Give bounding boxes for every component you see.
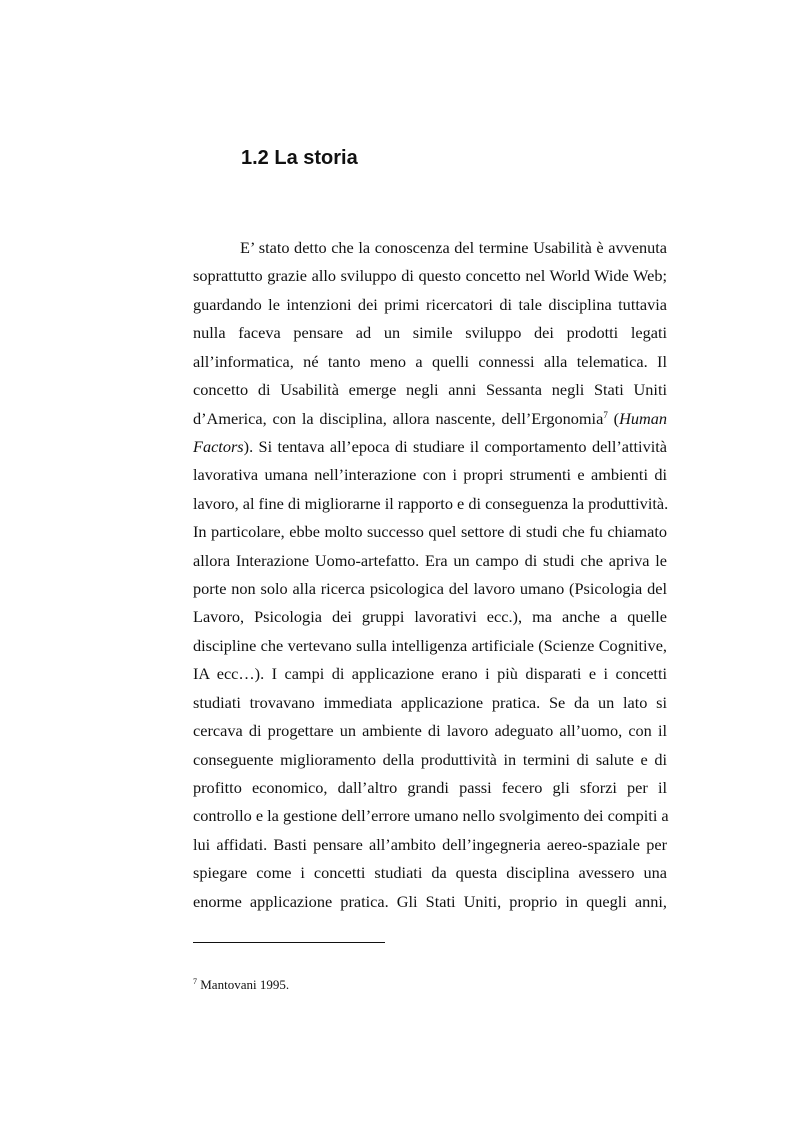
text-line: enorme applicazione pratica. Gli Stati Uniti, proprio in quegli anni,: [193, 891, 667, 911]
text-line: conseguente miglioramento della produttività in termini di salute e di: [193, 749, 667, 769]
text-line: [193, 433, 667, 461]
text-line: allora Interazione Uomo-artefatto. Era un campo di studi che apriva le: [193, 550, 667, 570]
text-line: [193, 405, 667, 433]
section-heading: 1.2 La storia: [241, 147, 358, 169]
text-line: controllo e la gestione dell’errore umano nello svolgimento dei compiti a: [193, 806, 669, 826]
text-line: lavorativa umana nell’interazione con i propri strumenti e ambienti di: [193, 465, 667, 485]
footnote-separator: [193, 942, 385, 943]
text-line: profitto economico, dall’altro grandi passi fecero gli sforzi per il: [193, 778, 667, 798]
text-fragment: d’America, con la disciplina, allora nascente, dell’Ergonomia: [193, 408, 604, 428]
text-line: E’ stato detto che la conoscenza del termine Usabilità è avvenuta: [240, 238, 667, 257]
text-line: concetto di Usabilità emerge negli anni Sessanta negli Stati Uniti: [193, 380, 667, 400]
footnote-text: Mantovani 1995.: [197, 977, 290, 992]
text-line: nulla faceva pensare ad un simile sviluppo dei prodotti legati: [193, 323, 667, 343]
text-line: guardando le intenzioni dei primi ricercatori di tale disciplina tuttavia: [193, 294, 667, 314]
text-line: soprattutto grazie allo sviluppo di questo concetto nel World Wide Web;: [193, 266, 667, 286]
text-line: In particolare, ebbe molto successo quel settore di studi che fu chiamato: [193, 522, 667, 542]
footnote-number: 7: [193, 977, 197, 986]
text-line: lui affidati. Basti pensare all’ambito dell’ingegneria aereo-spaziale per: [193, 834, 667, 854]
italic-term: Human: [619, 408, 667, 428]
footnote-reference: 7: [603, 409, 608, 420]
text-line: spiegare come i concetti studiati da questa disciplina avessero una: [193, 863, 667, 883]
footnote: [193, 977, 289, 993]
text-line: Lavoro, Psicologia dei gruppi lavorativi ecc.), ma anche a quelle: [193, 607, 667, 627]
text-line: studiati trovavano immediata applicazione pratica. Se da un lato si: [193, 692, 667, 712]
body-paragraph: [193, 234, 667, 916]
text-line: discipline che vertevano sulla intelligenza artificiale (Scienze Cognitive,: [193, 635, 667, 655]
text-fragment: ). Si tentava all’epoca di studiare il comportamento dell’attività: [243, 436, 667, 456]
text-line: IA ecc…). I campi di applicazione erano i più disparati e i concetti: [193, 664, 667, 684]
text-line: lavoro, al fine di migliorarne il rapporto e di conseguenza la produttività.: [193, 493, 669, 513]
text-line: porte non solo alla ricerca psicologica del lavoro umano (Psicologia del: [193, 579, 667, 599]
italic-term: Factors: [193, 436, 244, 456]
text-line: all’informatica, né tanto meno a quelli connessi alla telematica. Il: [193, 351, 667, 371]
text-line: cercava di progettare un ambiente di lavoro adeguato all’uomo, con il: [193, 721, 667, 741]
text-fragment: (: [607, 408, 620, 428]
